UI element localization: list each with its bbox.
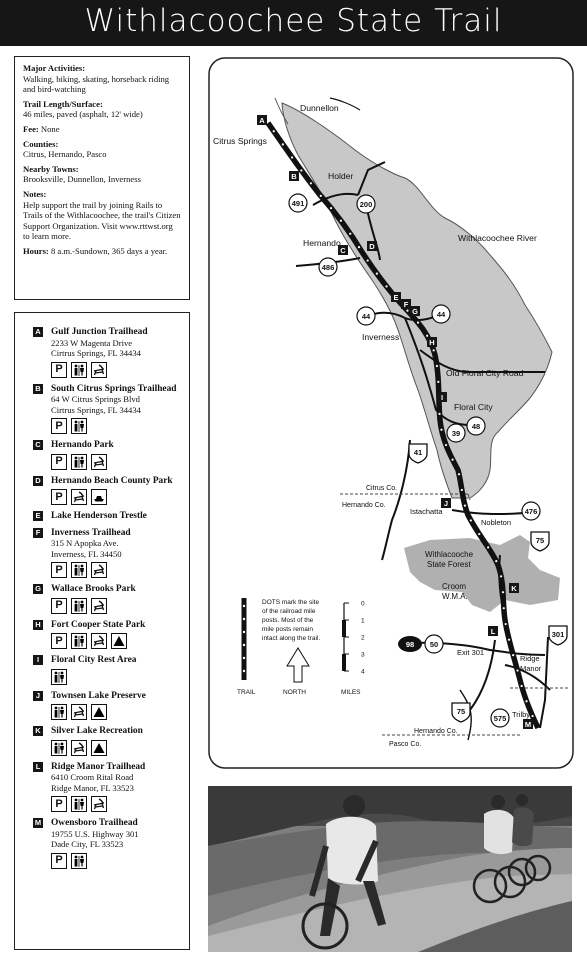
- mile-post-dot: [512, 654, 514, 656]
- mile-post-dot: [273, 130, 275, 132]
- mile-post-dot: [376, 273, 378, 275]
- route-number: 98: [405, 639, 415, 649]
- trailhead-address-line1: 2233 W Magenta Drive: [51, 337, 133, 348]
- place-citrus-co: Citrus Co.: [366, 485, 398, 492]
- place-trilby: Trilby: [512, 710, 531, 719]
- map-marker-label: K: [511, 583, 517, 593]
- route-shield-75a: [531, 532, 549, 551]
- route-shield-75b: [452, 703, 470, 722]
- legend-note-4: mile posts remain: [262, 626, 313, 633]
- length-label: Trail Length/Surface:: [23, 98, 103, 109]
- trailhead-name: South Citrus Springs Trailhead: [51, 383, 177, 394]
- place-hernando-co2: Hernando Co.: [414, 728, 458, 735]
- place-dunnellon: Dunnellon: [300, 103, 339, 113]
- route-number: 575: [493, 713, 507, 723]
- trailhead-marker: L: [33, 762, 43, 772]
- mile-post-dot: [516, 669, 518, 671]
- mile-post-dot: [502, 591, 504, 593]
- trailhead-name: Hernando Park: [51, 440, 114, 450]
- counties-label: Counties:: [23, 138, 59, 149]
- trailhead-marker: M: [34, 818, 42, 828]
- map-marker: [367, 241, 377, 251]
- mile-post-dot: [521, 685, 523, 687]
- route-shield-50: [425, 635, 443, 653]
- route-number: 50: [429, 639, 439, 649]
- scale-bar: [344, 601, 365, 676]
- route-number: 48: [471, 421, 481, 431]
- legend-dot: [243, 605, 245, 607]
- route-shield-48: [467, 417, 485, 435]
- route-number: 39: [451, 428, 461, 438]
- route-number: 476: [524, 506, 538, 516]
- place-floral-city: Floral City: [454, 402, 493, 412]
- trailhead-name: Hernando Beach County Park: [51, 475, 173, 486]
- map-marker: [427, 337, 437, 347]
- route-number: 41: [413, 447, 423, 457]
- mile-post-dot: [358, 246, 360, 248]
- trailhead-marker: A: [33, 327, 43, 337]
- scale-tick-label: 2: [361, 634, 365, 642]
- mile-post-dot: [505, 623, 507, 625]
- route-number: 486: [321, 262, 335, 272]
- mile-post-dot: [406, 310, 408, 312]
- north-arrow-icon: [287, 648, 309, 682]
- mile-post-dot: [445, 444, 447, 446]
- legend-north-label: NORTH: [283, 689, 306, 696]
- trailhead-name: Ridge Manor Trailhead: [51, 761, 146, 772]
- route-shield-476: [522, 502, 540, 520]
- scale-tick-label: 3: [361, 651, 365, 659]
- place-old-floral: Old Floral City Road: [446, 368, 524, 378]
- place-croom-1: Croom: [442, 582, 467, 591]
- mile-post-dot: [487, 546, 489, 548]
- place-holder: Holder: [328, 171, 354, 181]
- route-number: 44: [436, 309, 446, 319]
- place-hernando: Hernando: [303, 238, 341, 248]
- mile-post-dot: [436, 365, 438, 367]
- route-shield-575: [491, 709, 509, 727]
- parking-icon: P: [51, 562, 67, 578]
- trailhead-address-line1: 315 N Apopka Ave.: [51, 538, 119, 548]
- place-forest-2: State Forest: [427, 560, 471, 569]
- route-number: 301: [551, 629, 565, 639]
- parking-icon: P: [51, 489, 67, 505]
- map-frame: [209, 58, 573, 768]
- legend-dot: [243, 618, 245, 620]
- legend-dot: [243, 670, 245, 672]
- mile-post-dot: [531, 715, 533, 717]
- route-shield-486: [319, 258, 337, 276]
- trailhead-address-line2: Cirtrus Springs, FL 34434: [51, 348, 141, 358]
- map-marker: [401, 299, 411, 309]
- mile-post-dot: [426, 335, 428, 337]
- trailhead-name: Floral City Rest Area: [51, 655, 137, 665]
- map-marker-label: G: [412, 306, 418, 316]
- route-shield-44b: [432, 305, 450, 323]
- route-shield-44a: [357, 307, 375, 325]
- activities-label: Major Activities:: [23, 63, 86, 73]
- mile-post-dot: [438, 413, 440, 415]
- mile-post-dot: [470, 519, 472, 521]
- place-croom-2: W.M.A.: [442, 592, 468, 601]
- mile-post-dot: [464, 505, 466, 507]
- place-pasco-co: Pasco Co.: [389, 741, 422, 748]
- towns-label: Nearby Towns:: [23, 163, 79, 174]
- parking-icon: P: [51, 796, 67, 812]
- trailhead-marker: J: [33, 691, 43, 701]
- trailhead-address-line2: Dade City, FL 33523: [51, 839, 124, 849]
- route-shield-39: [447, 424, 465, 442]
- map-marker-label: I: [440, 392, 444, 402]
- route-number: 75: [535, 535, 545, 545]
- map-marker: [509, 583, 519, 593]
- trailhead-address-line2: Inverness, FL 34450: [51, 548, 122, 559]
- map-marker-label: A: [259, 115, 265, 125]
- trailhead-marker: E: [33, 511, 43, 521]
- map-marker: [289, 171, 299, 181]
- mile-post-dot: [433, 349, 435, 351]
- legend-note-2: of the railroad mile: [262, 608, 316, 615]
- route-shield-200: [357, 195, 375, 213]
- mile-post-dot: [503, 607, 505, 609]
- legend-miles-label: MILES: [341, 689, 361, 696]
- parking-icon: P: [51, 362, 67, 378]
- scale-tick-label: 0: [361, 600, 365, 608]
- parking-icon: P: [51, 598, 67, 614]
- route-shield-98: [398, 636, 422, 652]
- trailhead-address-line1: 19755 U.S. Highway 301: [51, 828, 139, 839]
- hours-label: Hours:: [23, 245, 49, 256]
- route-shield-41: [409, 444, 427, 463]
- map-marker-label: M: [524, 719, 532, 729]
- length-text: 46 miles, paved (asphalt, 12' wide): [23, 109, 143, 120]
- trailhead-address-line1: 64 W Citrus Springs Blvd: [51, 394, 140, 404]
- trailhead-marker: D: [33, 476, 43, 486]
- legend-dot: [243, 657, 245, 659]
- fee-text: None: [40, 123, 60, 134]
- mile-post-dot: [495, 560, 497, 562]
- trailhead-marker: I: [33, 655, 43, 665]
- mile-post-dot: [320, 195, 322, 197]
- trailhead-name: Lake Henderson Trestle: [51, 511, 147, 521]
- route-number: 44: [361, 311, 371, 321]
- legend-note-5: intact along the trail.: [262, 635, 321, 642]
- map-marker-label: J: [443, 498, 449, 508]
- place-istachatta: Istachatta: [410, 507, 443, 516]
- trailhead-marker: G: [33, 584, 43, 594]
- legend-note-1: DOTS mark the site: [262, 599, 320, 606]
- scale-tick-label: 4: [361, 668, 365, 676]
- mile-post-dot: [310, 182, 312, 184]
- place-inverness: Inverness: [362, 332, 400, 342]
- mile-post-dot: [291, 156, 293, 158]
- place-river: Withlacoochee River: [458, 233, 537, 243]
- map-marker-label: E: [393, 292, 399, 302]
- mile-post-dot: [451, 459, 453, 461]
- place-citrus-springs: Citrus Springs: [213, 136, 267, 146]
- trailhead-address-line2: Cirtrus Springs, FL 34434: [51, 404, 141, 415]
- trailhead-marker: F: [33, 528, 43, 538]
- map-marker: [410, 306, 420, 316]
- trailhead-name: Gulf Junction Trailhead: [51, 327, 148, 337]
- map-marker-label: F: [403, 299, 409, 309]
- page-title: Withlacoochee State Trail: [84, 3, 503, 39]
- legend-note-3: posts. Most of the: [262, 617, 314, 624]
- trailhead-name: Townsen Lake Preserve: [51, 690, 146, 701]
- mile-post-dot: [440, 429, 442, 431]
- fee-label: Fee:: [23, 123, 39, 134]
- trailhead-marker: B: [33, 384, 43, 394]
- place-ridge-2: Manor: [520, 664, 542, 673]
- counties-text: Citrus, Hernando, Pasco: [23, 149, 107, 160]
- map-marker-label: D: [369, 241, 375, 251]
- legend-dot: [243, 644, 245, 646]
- mile-post-dot: [330, 207, 332, 209]
- map-marker-label: L: [490, 626, 496, 636]
- scale-tick-label: 1: [361, 617, 365, 625]
- mile-post-dot: [367, 259, 369, 261]
- mile-post-dot: [282, 143, 284, 145]
- trailhead-marker: H: [33, 620, 43, 630]
- parking-icon: P: [51, 633, 67, 649]
- hours-text: 8 a.m.-Sundown, 365 days a year.: [50, 245, 168, 256]
- mile-post-dot: [478, 533, 480, 535]
- mile-post-dot: [385, 285, 387, 287]
- trailhead-marker: C: [33, 440, 43, 450]
- legend-trail-label: TRAIL: [237, 689, 256, 696]
- map-marker-label: H: [429, 337, 435, 347]
- route-shield-301: [549, 626, 567, 645]
- cyclists-photo: [208, 786, 572, 952]
- trailhead-name: Inverness Trailhead: [51, 527, 131, 538]
- notes-label: Notes:: [23, 188, 47, 199]
- map-marker: [523, 719, 533, 729]
- place-ridge-1: Ridge: [520, 654, 540, 663]
- mile-post-dot: [349, 233, 351, 235]
- route-shield-491: [289, 194, 307, 212]
- mile-post-dot: [500, 575, 502, 577]
- map-marker: [391, 292, 401, 302]
- map-marker: [488, 626, 498, 636]
- route-number: 200: [359, 199, 373, 209]
- parking-icon: P: [51, 418, 67, 434]
- towns-text: Brooksville, Dunnellon, Inverness: [23, 174, 141, 185]
- trailhead-name: Owensboro Trailhead: [51, 818, 138, 828]
- parking-icon: P: [51, 454, 67, 470]
- place-exit: Exit 301: [457, 648, 485, 657]
- county-lines: [340, 494, 570, 735]
- trailhead-marker: K: [33, 726, 43, 736]
- map-marker: [437, 392, 447, 402]
- place-forest-1: Withlacooche: [425, 550, 474, 559]
- notes-text: Help support the trail by joining Rails to Trails of the Withlacoochee, the trail's Citizen Support Organization. Visit www.rttwst.org to learn more.: [23, 199, 181, 242]
- mile-post-dot: [461, 489, 463, 491]
- mile-post-dot: [300, 169, 302, 171]
- mile-post-dot: [508, 639, 510, 641]
- map-marker: [257, 115, 267, 125]
- trailhead-name: Fort Cooper State Park: [51, 619, 146, 630]
- trailhead-address-line1: 6410 Croom Rital Road: [51, 772, 134, 782]
- map-marker-label: C: [340, 245, 346, 255]
- legend-dot: [243, 631, 245, 633]
- mile-post-dot: [525, 700, 527, 702]
- route-number: 491: [291, 198, 305, 208]
- route-number: 75: [456, 706, 466, 716]
- map-legend: [237, 598, 365, 696]
- mile-post-dot: [417, 322, 419, 324]
- parking-icon: P: [51, 853, 67, 869]
- trailhead-name: Silver Lake Recreation: [51, 726, 143, 736]
- mile-post-dot: [340, 220, 342, 222]
- place-nobleton: Nobleton: [481, 518, 512, 527]
- trailhead-name: Wallace Brooks Park: [51, 584, 136, 594]
- trailhead-address-line2: Ridge Manor, FL 33523: [51, 782, 134, 793]
- place-hernando-co: Hernando Co.: [342, 502, 386, 509]
- land-area: [282, 103, 552, 498]
- activities-text: Walking, biking, skating, horseback riding and bird-watching: [23, 73, 170, 95]
- map-marker-label: B: [291, 171, 297, 181]
- mile-post-dot: [458, 473, 460, 475]
- mile-post-dot: [437, 381, 439, 383]
